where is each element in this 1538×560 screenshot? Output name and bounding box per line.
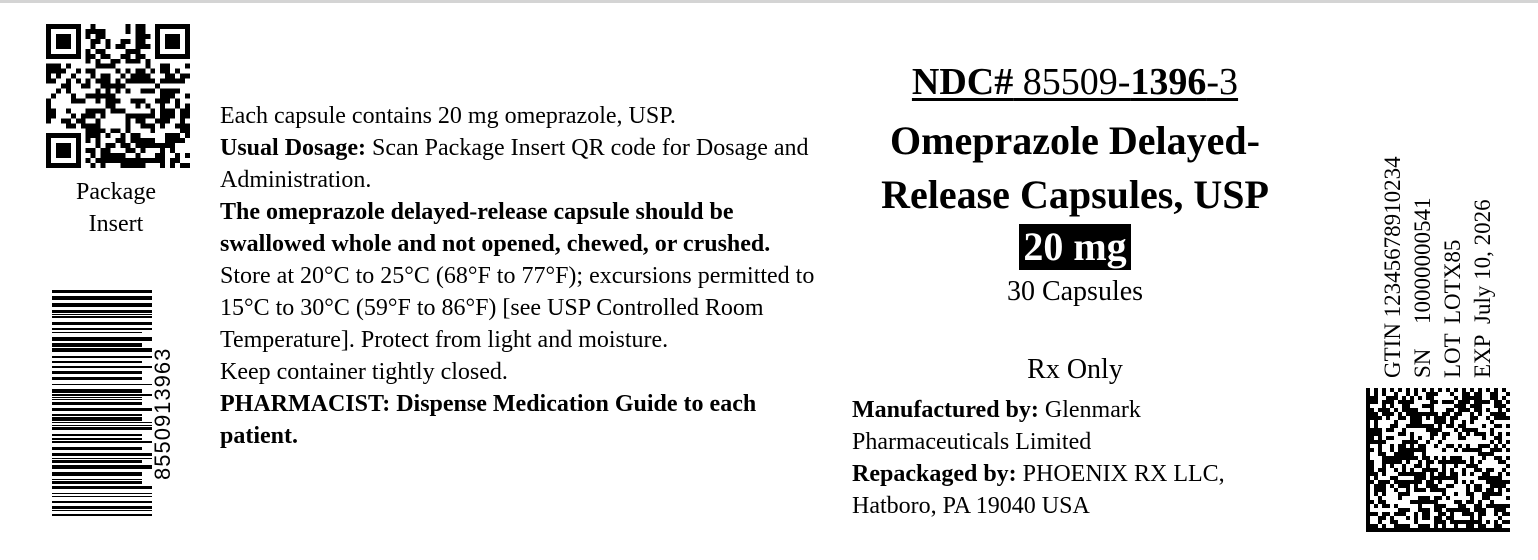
ndc-labeler: 85509- bbox=[1013, 61, 1131, 103]
ndc-number bbox=[840, 60, 1310, 104]
sn-value: 10000000541 bbox=[1410, 197, 1435, 324]
lot-label: LOT bbox=[1440, 333, 1465, 378]
data-matrix-code bbox=[1366, 388, 1510, 532]
repackager-address: Hatboro, PA 19040 USA bbox=[852, 493, 1090, 519]
repackager-label: Repackaged by: bbox=[852, 461, 1017, 487]
drug-name-line2: Release Capsules, USP bbox=[881, 172, 1269, 217]
package-insert-label bbox=[40, 176, 192, 240]
repackager-name: PHOENIX RX LLC, bbox=[1016, 461, 1225, 487]
pharmacist-note: PHARMACIST: Dispense Medication Guide to each patient. bbox=[220, 391, 757, 449]
usual-dosage bbox=[220, 132, 820, 196]
keep-closed: Keep container tightly closed. bbox=[220, 359, 508, 385]
capsule-contents: Each capsule contains 20 mg omeprazole, USP. bbox=[220, 103, 676, 129]
storage-instructions: Store at 20°C to 25°C (68°F to 77°F); excursions permitted to 15°C to 30°C (59°F to 86°F) [see USP Controlled Room Temperature]. Protect from light and moisture. bbox=[220, 263, 815, 353]
gtin-label: GTIN bbox=[1380, 323, 1405, 378]
lot-line bbox=[1440, 240, 1466, 378]
linear-barcode bbox=[52, 290, 152, 520]
sn-label: SN bbox=[1410, 348, 1435, 378]
manufacturer-name: Glenmark bbox=[1038, 397, 1141, 423]
usual-dosage-label: Usual Dosage: bbox=[220, 135, 367, 161]
manufacturer-line bbox=[852, 394, 1322, 426]
exp-label: EXP bbox=[1470, 334, 1495, 378]
package-insert-label-line1: Package bbox=[76, 179, 156, 205]
manufacturer-label: Manufactured by: bbox=[852, 397, 1039, 423]
package-insert-qr-code[interactable] bbox=[44, 24, 192, 168]
swallow-warning: The omeprazole delayed-release capsule should be swallowed whole and not opened, chewed, or crushed. bbox=[220, 199, 771, 257]
drug-name-line1: Omeprazole Delayed- bbox=[890, 118, 1260, 163]
ndc-package: -3 bbox=[1206, 61, 1239, 103]
product-block bbox=[840, 60, 1310, 310]
usual-dosage-text: Scan Package Insert QR code for Dosage and Administration. bbox=[220, 135, 809, 193]
capsule-count: 30 Capsules bbox=[1006, 276, 1144, 307]
lot-value: LOTX85 bbox=[1440, 239, 1465, 324]
manufacturer-name-cont: Pharmaceuticals Limited bbox=[852, 429, 1092, 455]
serialization-info bbox=[1376, 130, 1506, 380]
sn-line bbox=[1410, 198, 1436, 379]
barcode-number-wrap bbox=[144, 290, 178, 520]
strength-badge: 20 mg bbox=[1019, 224, 1130, 270]
barcode-number: 8550913963 bbox=[150, 347, 175, 480]
drug-name bbox=[840, 114, 1310, 222]
ndc-prefix: NDC# bbox=[911, 61, 1014, 103]
label-instructions bbox=[220, 100, 820, 452]
gtin-value: 12345678910234 bbox=[1380, 156, 1405, 318]
repackager-line bbox=[852, 458, 1322, 490]
gtin-line bbox=[1380, 156, 1406, 378]
package-insert-label-line2: Insert bbox=[88, 211, 144, 237]
rx-only: Rx Only bbox=[1027, 354, 1123, 385]
top-border bbox=[0, 0, 1538, 3]
manufacturer-block bbox=[852, 394, 1322, 522]
exp-value: July 10, 2026 bbox=[1470, 199, 1495, 324]
exp-line bbox=[1470, 199, 1496, 378]
ndc-product: 1396 bbox=[1130, 61, 1207, 103]
